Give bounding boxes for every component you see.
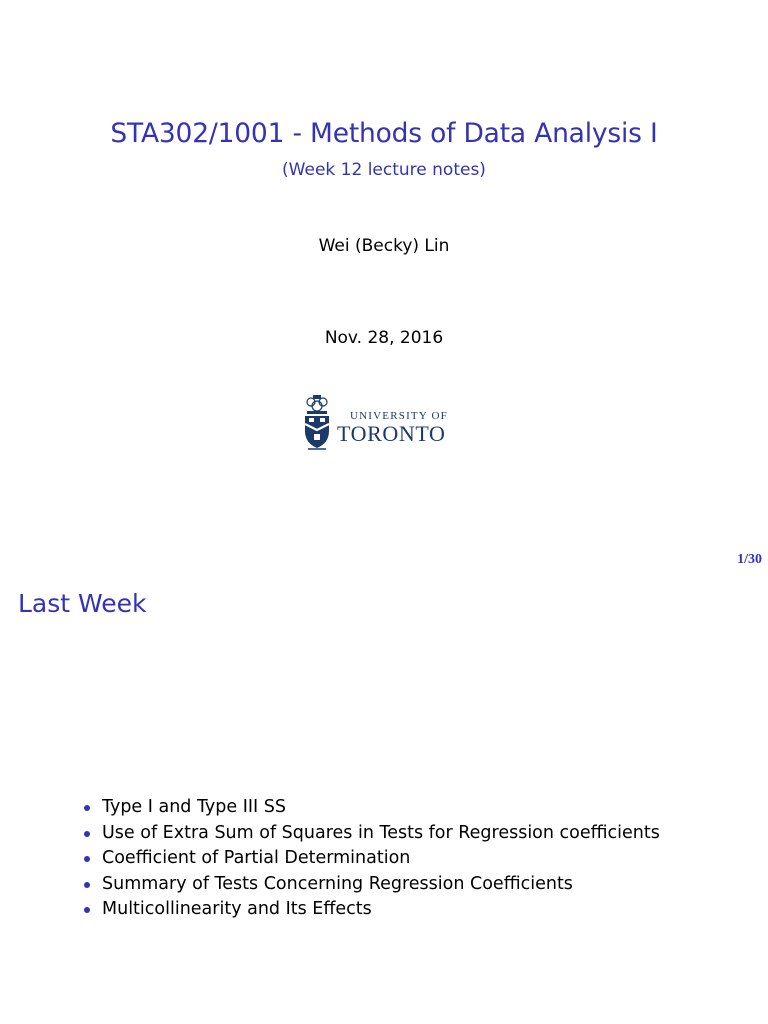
- list-item: [80, 846, 660, 872]
- list-item-text: Summary of Tests Concerning Regression Coefficients: [102, 873, 573, 894]
- list-item-text: Type I and Type III SS: [102, 797, 286, 817]
- bullet-dot-icon: [84, 856, 90, 862]
- list-item: [80, 821, 660, 847]
- list-item-text: Use of Extra Sum of Squares in Tests for Regression coefficients: [102, 822, 660, 843]
- list-item-text: Coefficient of Partial Determination: [102, 848, 411, 868]
- university-crest-icon: [302, 393, 332, 453]
- list-item-text: Multicollinearity and Its Effects: [102, 899, 372, 919]
- bullet-dot-icon: [84, 831, 90, 837]
- page-number: 1/30: [737, 552, 762, 567]
- slide-subtitle: (Week 12 lecture notes): [282, 160, 486, 180]
- bullet-list: [80, 795, 660, 923]
- bullet-dot-icon: [84, 805, 90, 811]
- author-name: Wei (Becky) Lin: [318, 236, 450, 256]
- slide-title: STA302/1001 - Methods of Data Analysis I: [110, 118, 658, 149]
- list-item: [80, 897, 660, 923]
- list-item: [80, 795, 660, 821]
- university-logo: [302, 393, 466, 453]
- bullet-dot-icon: [84, 907, 90, 913]
- list-item: [80, 872, 660, 898]
- logo-text-toronto: TORONTO: [337, 421, 446, 446]
- presentation-date: Nov. 28, 2016: [324, 328, 444, 348]
- frame-title: Last Week: [18, 589, 147, 618]
- bullet-dot-icon: [84, 882, 90, 888]
- logo-text-university-of: UNIVERSITY OF: [350, 410, 448, 422]
